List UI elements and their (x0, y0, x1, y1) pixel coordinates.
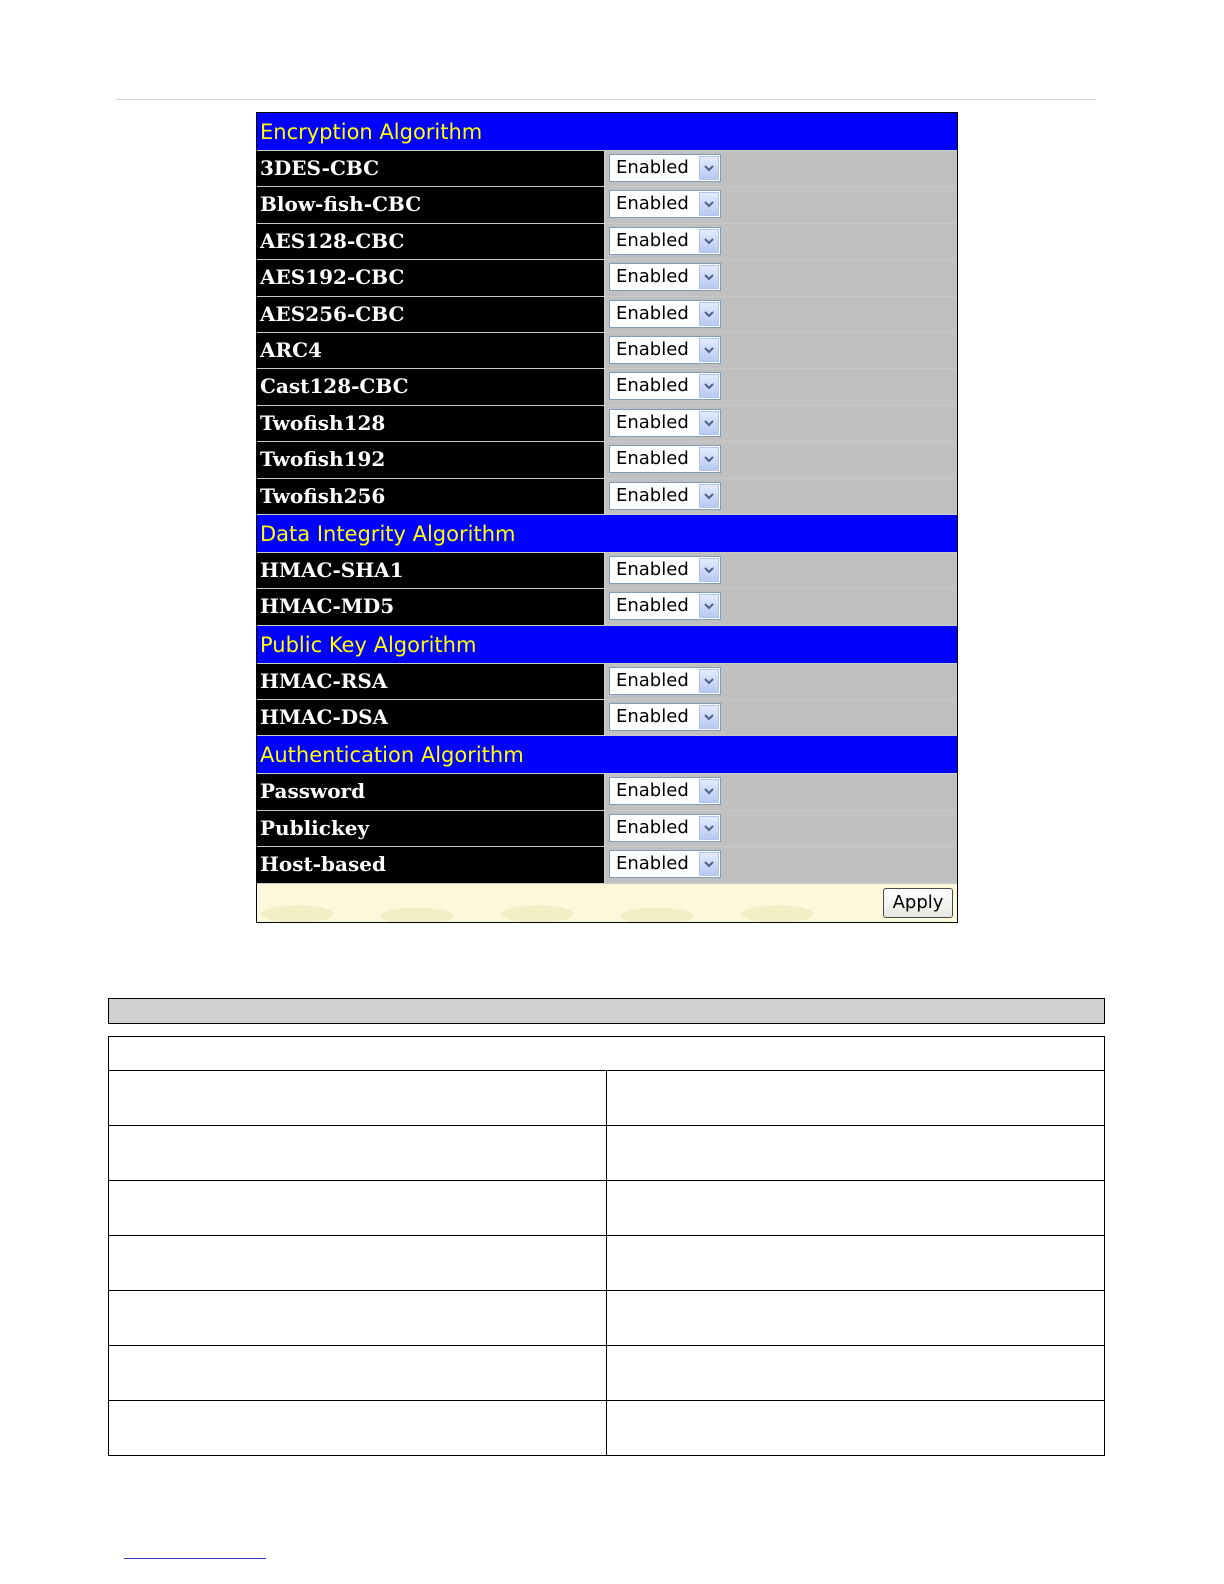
state-select[interactable] (609, 667, 721, 695)
chevron-down-icon[interactable] (699, 229, 719, 253)
section-header-authentication-algorithm: Authentication Algorithm (257, 736, 957, 774)
chevron-down-icon[interactable] (699, 558, 719, 582)
table-row (109, 1346, 1105, 1401)
algorithm-value-cell (606, 774, 957, 809)
state-select[interactable] (609, 263, 721, 291)
algorithm-row-hmac-sha1 (257, 553, 957, 589)
algorithm-value-cell (606, 151, 957, 186)
algorithm-label: Twofish128 (257, 406, 606, 441)
state-select-value: Enabled (616, 338, 689, 360)
state-select-value: Enabled (616, 816, 689, 838)
state-select-value: Enabled (616, 411, 689, 433)
algorithm-value-cell (606, 406, 957, 441)
algorithm-row-hmac-md5 (257, 589, 957, 625)
state-select-value: Enabled (616, 375, 689, 397)
algorithm-row-3des-cbc (257, 151, 957, 187)
algorithm-row-cast128-cbc (257, 369, 957, 405)
algorithm-value-cell (606, 442, 957, 477)
description-cell (607, 1291, 1105, 1346)
algorithm-row-twofish192 (257, 442, 957, 478)
state-select-value: Enabled (616, 558, 689, 580)
algorithm-label: HMAC-MD5 (257, 589, 606, 624)
table-row (109, 1181, 1105, 1236)
state-select-value: Enabled (616, 193, 689, 215)
state-select[interactable] (609, 154, 721, 182)
algorithm-label: Twofish256 (257, 479, 606, 514)
state-select[interactable] (609, 372, 721, 400)
panel-footer (257, 884, 957, 922)
state-select-value: Enabled (616, 853, 689, 875)
chevron-down-icon[interactable] (699, 156, 719, 180)
algorithm-label: Password (257, 774, 606, 809)
section-header-public-key-algorithm: Public Key Algorithm (257, 626, 957, 664)
algorithm-label: Cast128-CBC (257, 369, 606, 404)
state-select[interactable] (609, 592, 721, 620)
table-row (109, 1401, 1105, 1456)
algorithm-row-aes192-cbc (257, 260, 957, 296)
chevron-down-icon[interactable] (699, 705, 719, 729)
algorithm-value-cell (606, 224, 957, 259)
state-select[interactable] (609, 482, 721, 510)
state-select[interactable] (609, 445, 721, 473)
algorithm-value-cell (606, 811, 957, 846)
chevron-down-icon[interactable] (699, 594, 719, 618)
algorithm-label: AES128-CBC (257, 224, 606, 259)
state-select-value: Enabled (616, 229, 689, 251)
chevron-down-icon[interactable] (699, 669, 719, 693)
state-select-value: Enabled (616, 448, 689, 470)
algorithm-row-aes128-cbc (257, 224, 957, 260)
parameter-cell (109, 1236, 607, 1291)
table-row (109, 1126, 1105, 1181)
state-select[interactable] (609, 227, 721, 255)
state-select-value: Enabled (616, 669, 689, 691)
algorithm-row-publickey (257, 811, 957, 847)
table-row (109, 1291, 1105, 1346)
state-select-value: Enabled (616, 302, 689, 324)
table-caption-bar (108, 998, 1105, 1024)
chevron-down-icon[interactable] (699, 265, 719, 289)
algorithm-value-cell (606, 479, 957, 514)
algorithm-row-password (257, 774, 957, 810)
state-select[interactable] (609, 777, 721, 805)
algorithm-label: AES256-CBC (257, 297, 606, 332)
algorithm-label: Blow-fish-CBC (257, 187, 606, 222)
state-select-value: Enabled (616, 595, 689, 617)
table-row (109, 1071, 1105, 1126)
chevron-down-icon[interactable] (699, 374, 719, 398)
description-table (108, 1036, 1105, 1456)
state-select[interactable] (609, 300, 721, 328)
state-select-value: Enabled (616, 266, 689, 288)
state-select[interactable] (609, 703, 721, 731)
algorithm-row-hmac-rsa (257, 664, 957, 700)
description-cell (607, 1346, 1105, 1401)
algorithm-row-twofish256 (257, 479, 957, 515)
algorithm-value-cell (606, 847, 957, 882)
description-cell (607, 1236, 1105, 1291)
algorithm-row-twofish128 (257, 406, 957, 442)
state-select-value: Enabled (616, 484, 689, 506)
chevron-down-icon[interactable] (699, 779, 719, 803)
section-header-data-integrity-algorithm: Data Integrity Algorithm (257, 515, 957, 553)
algorithm-row-hmac-dsa (257, 700, 957, 736)
chevron-down-icon[interactable] (699, 447, 719, 471)
description-cell (607, 1126, 1105, 1181)
algorithm-value-cell (606, 589, 957, 624)
algorithm-label: Publickey (257, 811, 606, 846)
state-select[interactable] (609, 190, 721, 218)
algorithm-value-cell (606, 260, 957, 295)
algorithm-label: Twofish192 (257, 442, 606, 477)
chevron-down-icon[interactable] (699, 816, 719, 840)
parameter-cell (109, 1126, 607, 1181)
algorithm-value-cell (606, 664, 957, 699)
algorithm-label: HMAC-RSA (257, 664, 606, 699)
algorithm-label: Host-based (257, 847, 606, 882)
chevron-down-icon[interactable] (699, 338, 719, 362)
description-cell (607, 1181, 1105, 1236)
algorithm-value-cell (606, 700, 957, 735)
algorithm-value-cell (606, 333, 957, 368)
chevron-down-icon[interactable] (699, 192, 719, 216)
parameter-cell (109, 1346, 607, 1401)
state-select-value: Enabled (616, 157, 689, 178)
algorithm-row-arc4 (257, 333, 957, 369)
chevron-down-icon[interactable] (699, 411, 719, 435)
table-header-cell (109, 1037, 1105, 1071)
algorithm-row-host-based (257, 847, 957, 883)
header-divider (116, 99, 1096, 100)
table-header-row (109, 1037, 1105, 1071)
algorithm-value-cell (606, 553, 957, 588)
chevron-down-icon[interactable] (699, 852, 719, 876)
parameter-cell (109, 1401, 607, 1456)
algorithm-label: HMAC-SHA1 (257, 553, 606, 588)
algorithm-label: ARC4 (257, 333, 606, 368)
algorithm-value-cell (606, 297, 957, 332)
parameter-cell (109, 1071, 607, 1126)
state-select[interactable] (609, 336, 721, 364)
description-cell (607, 1401, 1105, 1456)
parameter-cell (109, 1291, 607, 1346)
parameter-cell (109, 1181, 607, 1236)
algorithm-row-blow-fish-cbc (257, 187, 957, 223)
table-row (109, 1236, 1105, 1291)
algorithm-value-cell (606, 187, 957, 222)
state-select-value: Enabled (616, 706, 689, 728)
chevron-down-icon[interactable] (699, 302, 719, 326)
chevron-down-icon[interactable] (699, 484, 719, 508)
state-select[interactable] (609, 409, 721, 437)
state-select[interactable] (609, 556, 721, 584)
footer-link-underline (124, 1558, 266, 1559)
state-select-value: Enabled (616, 780, 689, 802)
description-cell (607, 1071, 1105, 1126)
algorithm-label: AES192-CBC (257, 260, 606, 295)
algorithm-row-aes256-cbc (257, 297, 957, 333)
section-header-encryption-algorithm: Encryption Algorithm (257, 113, 957, 151)
state-select[interactable] (609, 814, 721, 842)
algorithm-label: HMAC-DSA (257, 700, 606, 735)
algorithm-label: 3DES-CBC (257, 151, 606, 186)
algorithm-value-cell (606, 369, 957, 404)
state-select[interactable] (609, 850, 721, 878)
apply-button[interactable]: Apply (883, 888, 953, 918)
ssh-algorithm-panel (256, 112, 958, 923)
